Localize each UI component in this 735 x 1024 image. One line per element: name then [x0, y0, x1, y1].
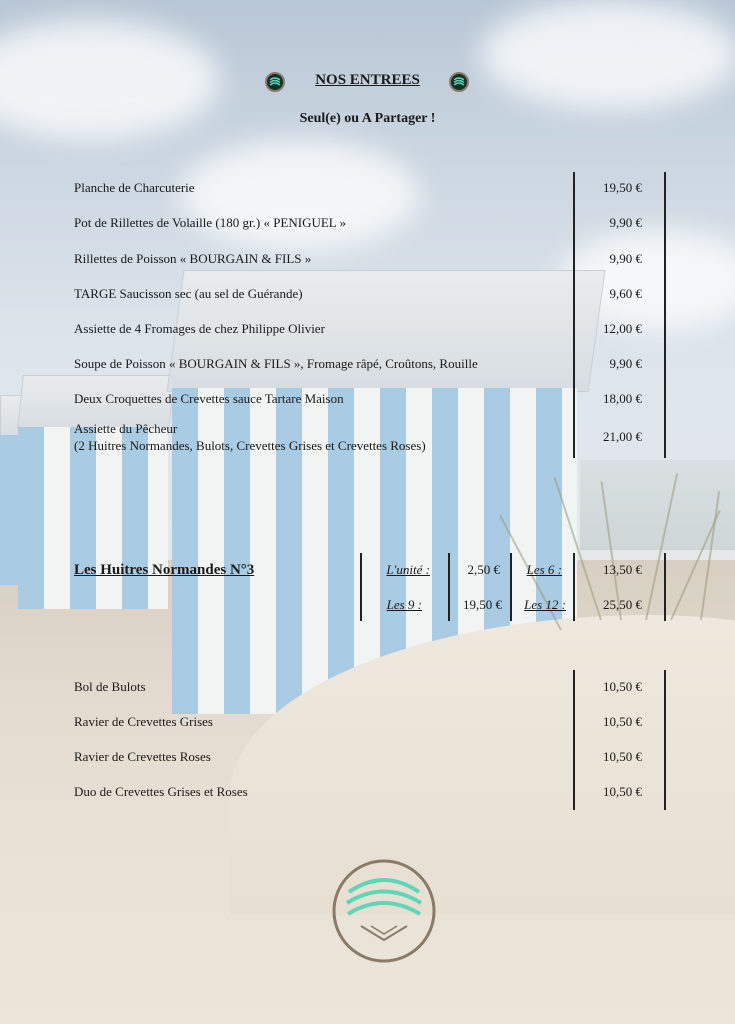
column-divider: [664, 553, 666, 621]
menu-item-name: Ravier de Crevettes Roses: [74, 749, 211, 764]
oyster-unit-label: L'unité :: [386, 562, 430, 577]
page-subtitle: Seul(e) ou A Partager !: [299, 111, 436, 126]
oyster-six-label: Les 6 :: [526, 562, 562, 577]
menu-item-name: Soupe de Poisson « BOURGAIN & FILS », Fromage râpé, Croûtons, Rouille: [74, 356, 478, 371]
menu-item-price: 10,50 €: [603, 784, 642, 799]
menu-item-name: Deux Croquettes de Crevettes sauce Tartare Maison: [74, 391, 344, 406]
oyster-section-title: Les Huitres Normandes N°3: [74, 562, 255, 578]
column-divider: [664, 670, 666, 810]
page-title: NOS ENTREES: [315, 72, 420, 88]
column-divider: [573, 553, 575, 621]
column-divider: [573, 670, 575, 810]
menu-item-name: Bol de Bulots: [74, 679, 146, 694]
menu-item-price: 19,50 €: [603, 180, 642, 195]
oyster-twelve-price: 25,50 €: [603, 597, 642, 612]
column-divider: [510, 553, 512, 621]
menu-item-price: 10,50 €: [603, 714, 642, 729]
menu-item-price: 18,00 €: [603, 391, 642, 406]
oyster-twelve-label: Les 12 :: [524, 597, 566, 612]
column-divider: [360, 553, 362, 621]
column-divider: [573, 172, 575, 458]
oyster-nine-label: Les 9 :: [386, 597, 422, 612]
menu-item-price: 21,00 €: [603, 429, 642, 444]
oyster-nine-price: 19,50 €: [463, 597, 502, 612]
menu-item-name: Ravier de Crevettes Grises: [74, 714, 213, 729]
menu-item-name: Planche de Charcuterie: [74, 180, 195, 195]
menu-item-name: Duo de Crevettes Grises et Roses: [74, 784, 248, 799]
menu-item-detail: (2 Huitres Normandes, Bulots, Crevettes Grises et Crevettes Roses): [74, 438, 426, 453]
column-divider: [664, 172, 666, 458]
menu-item-price: 9,60 €: [609, 286, 642, 301]
menu-item-price: 12,00 €: [603, 321, 642, 336]
menu-item-name: TARGE Saucisson sec (au sel de Guérande): [74, 286, 303, 301]
menu-item-name: Pot de Rillettes de Volaille (180 gr.) « PENIGUEL »: [74, 215, 347, 230]
menu-item-price: 9,90 €: [609, 251, 642, 266]
menu-item-price: 10,50 €: [603, 749, 642, 764]
oyster-six-price: 13,50 €: [603, 562, 642, 577]
restaurant-logo: [331, 858, 437, 964]
menu-item-price: 9,90 €: [609, 356, 642, 371]
menu-item-name: Rillettes de Poisson « BOURGAIN & FILS »: [74, 251, 312, 266]
oyster-unit-price: 2,50 €: [467, 562, 500, 577]
wave-emblem-icon: [449, 72, 469, 92]
menu-item-price: 10,50 €: [603, 679, 642, 694]
menu-item-name: Assiette de 4 Fromages de chez Philippe Olivier: [74, 321, 325, 336]
menu-item-price: 9,90 €: [609, 215, 642, 230]
menu-item-name: Assiette du Pêcheur: [74, 421, 178, 436]
column-divider: [448, 553, 450, 621]
